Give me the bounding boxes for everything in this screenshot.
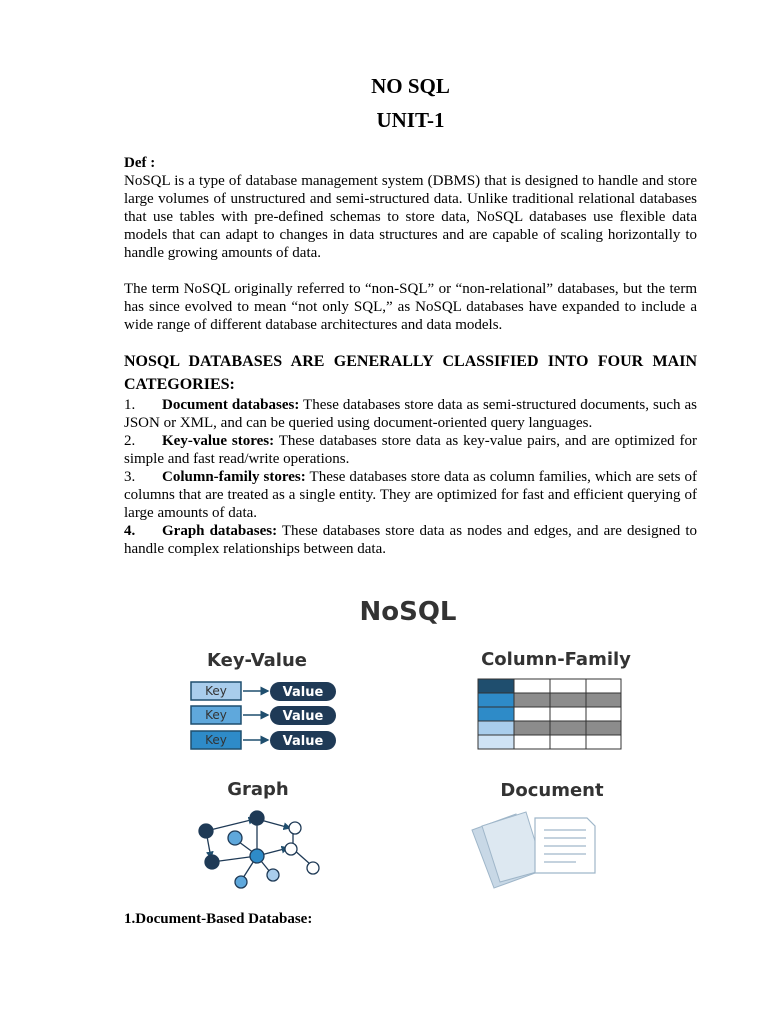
unit-title: UNIT-1 <box>376 108 445 132</box>
key-value-row-1 <box>191 682 336 701</box>
item-number: 2. <box>124 433 136 449</box>
diagram-title: NoSQL <box>359 597 457 627</box>
category-item-document <box>124 396 697 432</box>
key-value-label: Key-Value <box>206 650 308 671</box>
document-title: NO SQL <box>371 74 450 98</box>
item-text: These databases store data as column families, which are sets of columns that are treated as a single entity. They are optimized for fast and efficient querying of large amounts of data. <box>124 469 697 521</box>
item-number: 4. <box>124 523 136 539</box>
key-value-row-3 <box>191 731 336 750</box>
item-term: Document databases: <box>162 397 300 413</box>
key-text: Key <box>205 684 227 698</box>
column-family-grid <box>478 679 621 749</box>
item-term: Key-value stores: <box>162 433 275 449</box>
definition-label: Def : <box>124 155 156 171</box>
document-based-database-heading: 1.Document-Based Database: <box>124 911 313 927</box>
item-text: These databases store data as semi-structured documents, such as JSON or XML, and can be queried using document-oriented query languages. <box>124 397 697 431</box>
graph-label: Graph <box>227 779 289 800</box>
definition-paragraph-1: NoSQL is a type of database management system (DBMS) that is designed to handle and store large volumes of unstructured and semi-structured data. Unlike traditional relational databases that use tables with pre-defined schemas to store data, NoSQL databases use flexible data models that can adapt to changes in data structures and are capable of scaling horizontally to handle growing amounts of data. <box>124 173 697 261</box>
category-item-column-family <box>124 468 697 522</box>
item-term: Column-family stores: <box>162 469 306 485</box>
document-label: Document <box>500 780 604 801</box>
column-family-label: Column-Family <box>481 649 631 670</box>
item-number: 3. <box>124 469 136 485</box>
value-text: Value <box>282 685 324 700</box>
category-item-key-value <box>124 432 697 468</box>
item-number: 1. <box>124 397 136 413</box>
nosql-diagram <box>180 590 660 890</box>
category-item-graph <box>124 522 697 558</box>
definition-paragraph-2: The term NoSQL originally referred to “non-SQL” or “non-relational” databases, but the term has since evolved to mean “not only SQL,” as NoSQL databases have expanded to include a wide range of different database architectures and data models. <box>124 281 697 333</box>
categories-heading: NOSQL DATABASES ARE GENERALLY CLASSIFIED INTO FOUR MAIN CATEGORIES: <box>124 353 697 393</box>
item-text: These databases store data as nodes and edges, and are designed to handle complex relationships between data. <box>124 523 697 557</box>
item-text: These databases store data as key-value pairs, and are optimized for simple and fast read/write operations. <box>124 433 698 467</box>
value-text: Value <box>282 709 324 724</box>
document-page <box>124 0 697 558</box>
key-text: Key <box>205 708 227 722</box>
graph-nodes <box>199 811 319 888</box>
document-stack-icon <box>472 812 595 888</box>
key-text: Key <box>205 733 227 747</box>
key-value-row-2 <box>191 706 336 725</box>
value-text: Value <box>282 734 324 749</box>
item-term: Graph databases: <box>162 523 278 539</box>
